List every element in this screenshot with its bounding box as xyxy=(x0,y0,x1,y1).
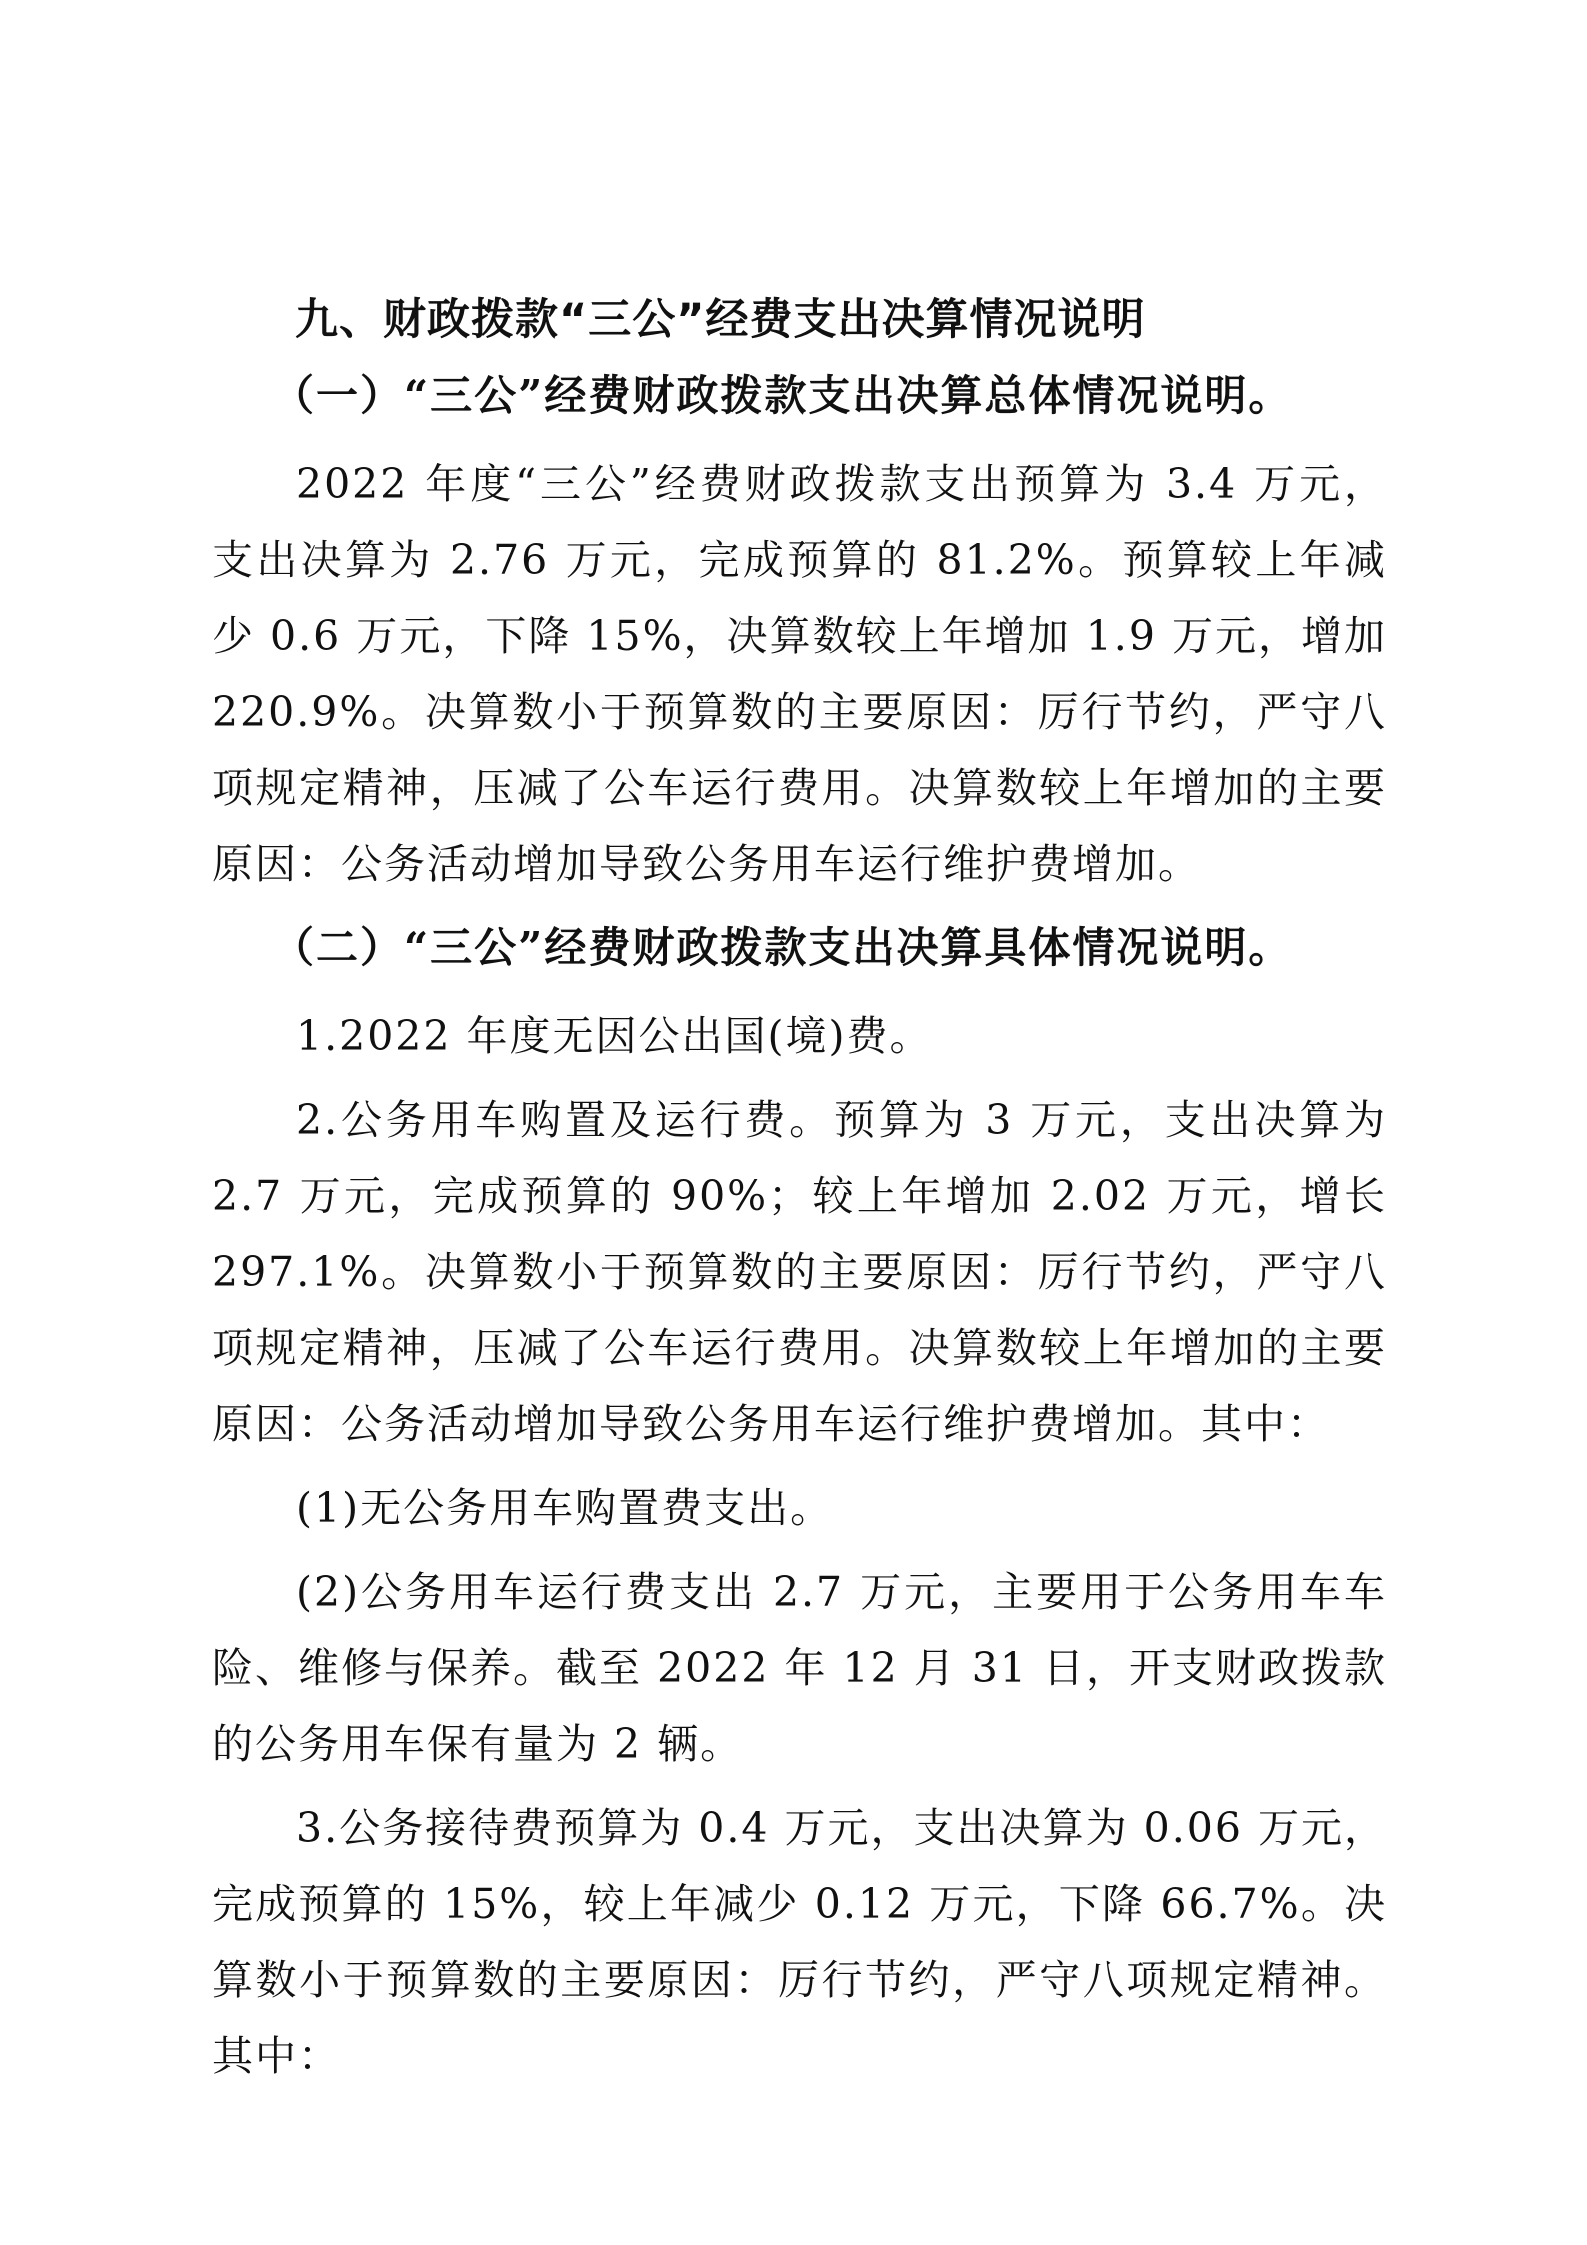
subsection-title-overall: （一）“三公”经费财政拨款支出决算总体情况说明。 xyxy=(272,371,1293,420)
section-heading: 九、财政拨款“三公”经费支出决算情况说明 xyxy=(295,295,1146,345)
subsection-title-detail: （二）“三公”经费财政拨款支出决算具体情况说明。 xyxy=(272,923,1293,972)
paragraph-overall-summary: 2022 年度“三公”经费财政拨款支出预算为 3.4 万元，支出决算为 2.76 万元，完成预算的 81.2%。预算较上年减少 0.6 万元，下降 15%，决算数较上年增加 1.9 万元，增加 220.9%。决算数小于预算数的主要原因：厉行节约，严守八项规定精神，压减了公车运行费用。决算数较上年增加的主要原因：公务活动增加导致公务用车运行维护费增加。 xyxy=(212,460,1387,888)
paragraph-item-2: 2.公务用车购置及运行费。预算为 3 万元，支出决算为 2.7 万元，完成预算的 90%；较上年增加 2.02 万元，增长 297.1%。决算数小于预算数的主要原因：厉行节约，严守八项规定精神，压减了公车运行费用。决算数较上年增加的主要原因：公务活动增加导致公务用车运行维护费增加。其中： xyxy=(212,1096,1387,1448)
paragraph-item-2-sub-1: (1)无公务用车购置费支出。 xyxy=(296,1484,834,1532)
paragraph-item-3: 3.公务接待费预算为 0.4 万元，支出决算为 0.06 万元，完成预算的 15%，较上年减少 0.12 万元，下降 66.7%。决算数小于预算数的主要原因：厉行节约，严守八项规定精神。其中： xyxy=(212,1804,1387,2080)
document-content xyxy=(212,282,1387,2102)
paragraph-item-2-sub-2: (2)公务用车运行费支出 2.7 万元，主要用于公务用车车险、维修与保养。截至 2022 年 12 月 31 日，开支财政拨款的公务用车保有量为 2 辆。 xyxy=(212,1568,1387,1768)
paragraph-item-1: 1.2022 年度无因公出国(境)费。 xyxy=(296,1012,933,1060)
